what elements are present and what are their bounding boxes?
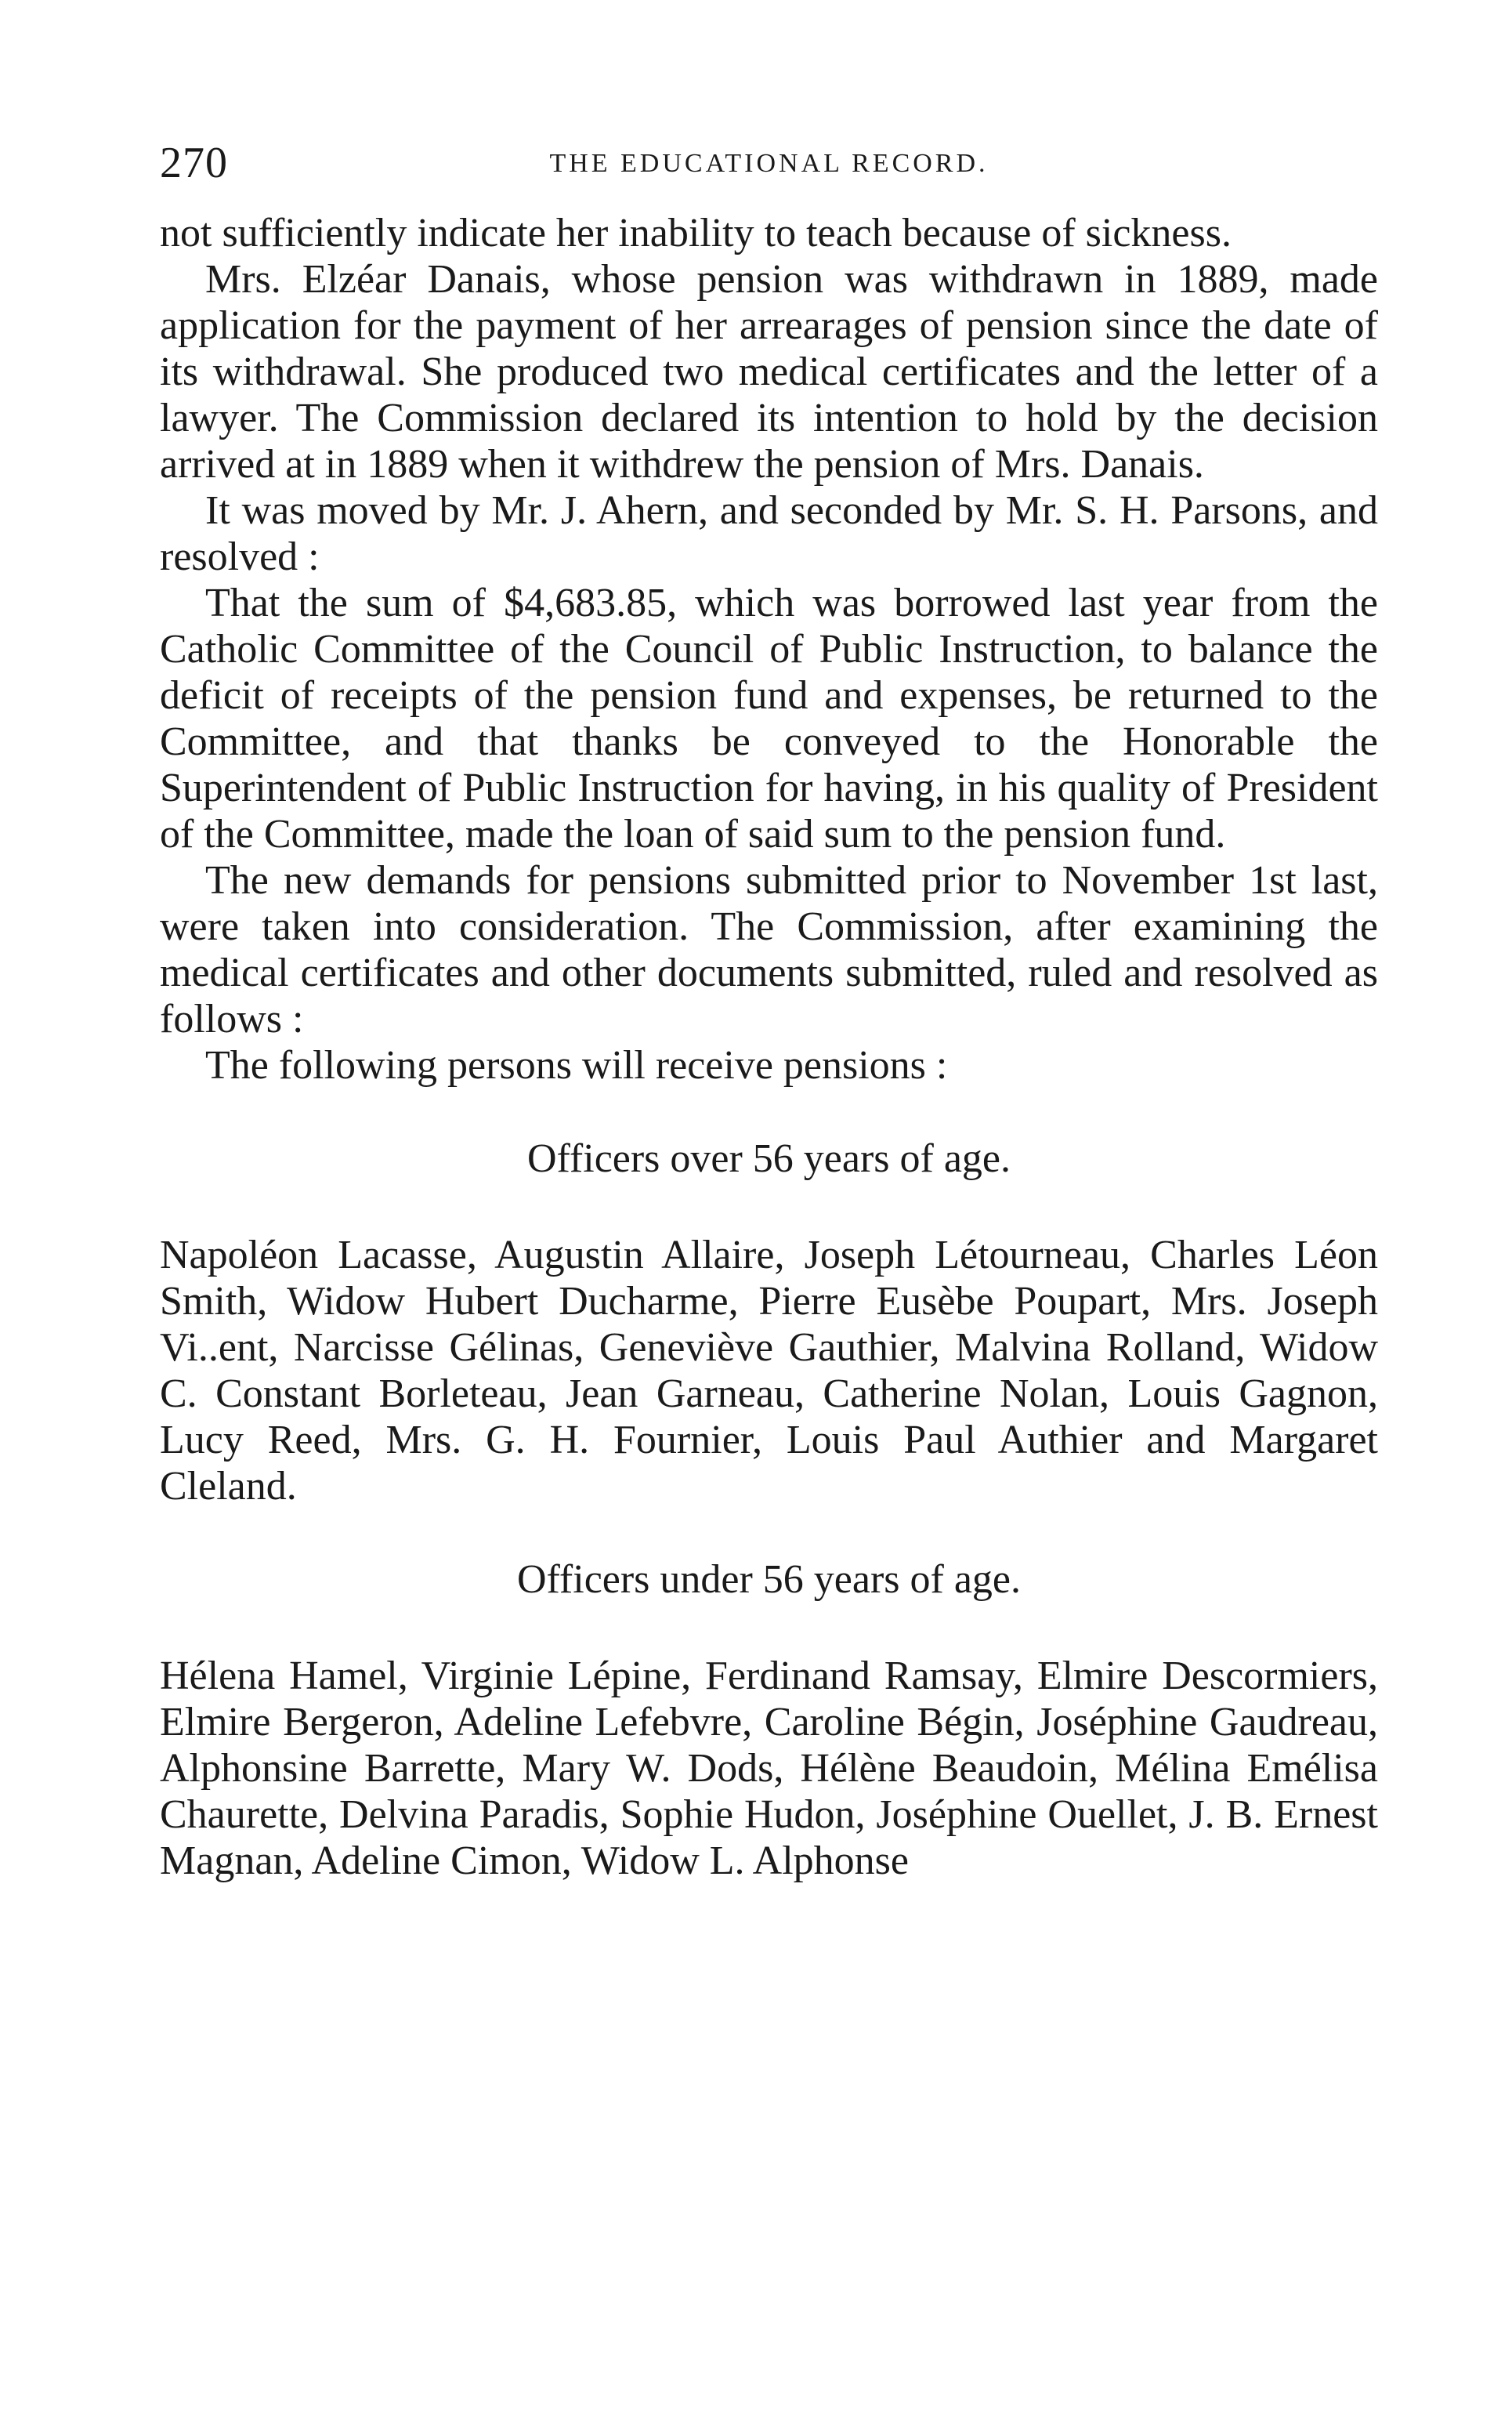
section-heading-under-56: Officers under 56 years of age. [517, 1557, 1021, 1602]
paragraph-danais: Mrs. Elzéar Danais, whose pension was withdrawn in 1889, made application for the payment of her arrearages of pension since the date of its withdrawal. She produced two medical certificates and the letter of a lawyer. The Commission declared its intention to hold by the decision arrived at in 1889 when it withdrew the pension of Mrs. Danais. [160, 257, 1378, 487]
section-heading-over-56: Officers over 56 years of age. [527, 1136, 1011, 1181]
body-text [160, 210, 1378, 1884]
paragraph-following-persons: The following persons will receive pensions : [205, 1043, 948, 1088]
paragraph-motion: It was moved by Mr. J. Ahern, and seconded by Mr. S. H. Parsons, and resolved : [160, 488, 1378, 579]
page-number: 270 [160, 139, 228, 187]
page-header [160, 138, 1378, 193]
paragraph-new-demands: The new demands for pensions submitted prior to November 1st last, were taken into consideration. The Commission, after examining the medical certificates and other documents submitted, ruled and resolved as follows : [160, 858, 1378, 1041]
names-list-under-56: Hélena Hamel, Virginie Lépine, Ferdinand Ramsay, Elmire Descormiers, Elmire Bergeron, Adeline Lefebvre, Caroline Bégin, Joséphine Gaudreau, Alphonsine Barrette, Mary W. Dods, Hélène Beaudoin, Mélina Emélisa Chaurette, Delvina Paradis, Sophie Hudon, Joséphine Ouellet, J. B. Ernest Magnan, Adeline Cimon, Widow L. Alphonse [160, 1654, 1378, 1883]
paragraph-resolution: That the sum of $4,683.85, which was borrowed last year from the Catholic Committee of the Council of Public Instruction, to balance the deficit of receipts of the pension fund and expenses, be returned to the Committee, and that thanks be conveyed to the Honorable the Superintendent of Public Instruction for having, in his quality of President of the Committee, made the loan of said sum to the pension fund. [160, 581, 1378, 857]
paragraph-continuation: not sufficiently indicate her inability to teach because of sickness. [160, 211, 1232, 255]
running-head: THE EDUCATIONAL RECORD. [549, 149, 989, 178]
names-list-over-56: Napoléon Lacasse, Augustin Allaire, Joseph Létourneau, Charles Léon Smith, Widow Hubert Ducharme, Pierre Eusèbe Poupart, Mrs. Joseph Vi..ent, Narcisse Gélinas, Geneviève Gauthier, Malvina Rolland, Widow C. Constant Borleteau, Jean Garneau, Catherine Nolan, Louis Gagnon, Lucy Reed, Mrs. G. H. Fournier, Louis Paul Authier and Margaret Cleland. [160, 1233, 1378, 1509]
